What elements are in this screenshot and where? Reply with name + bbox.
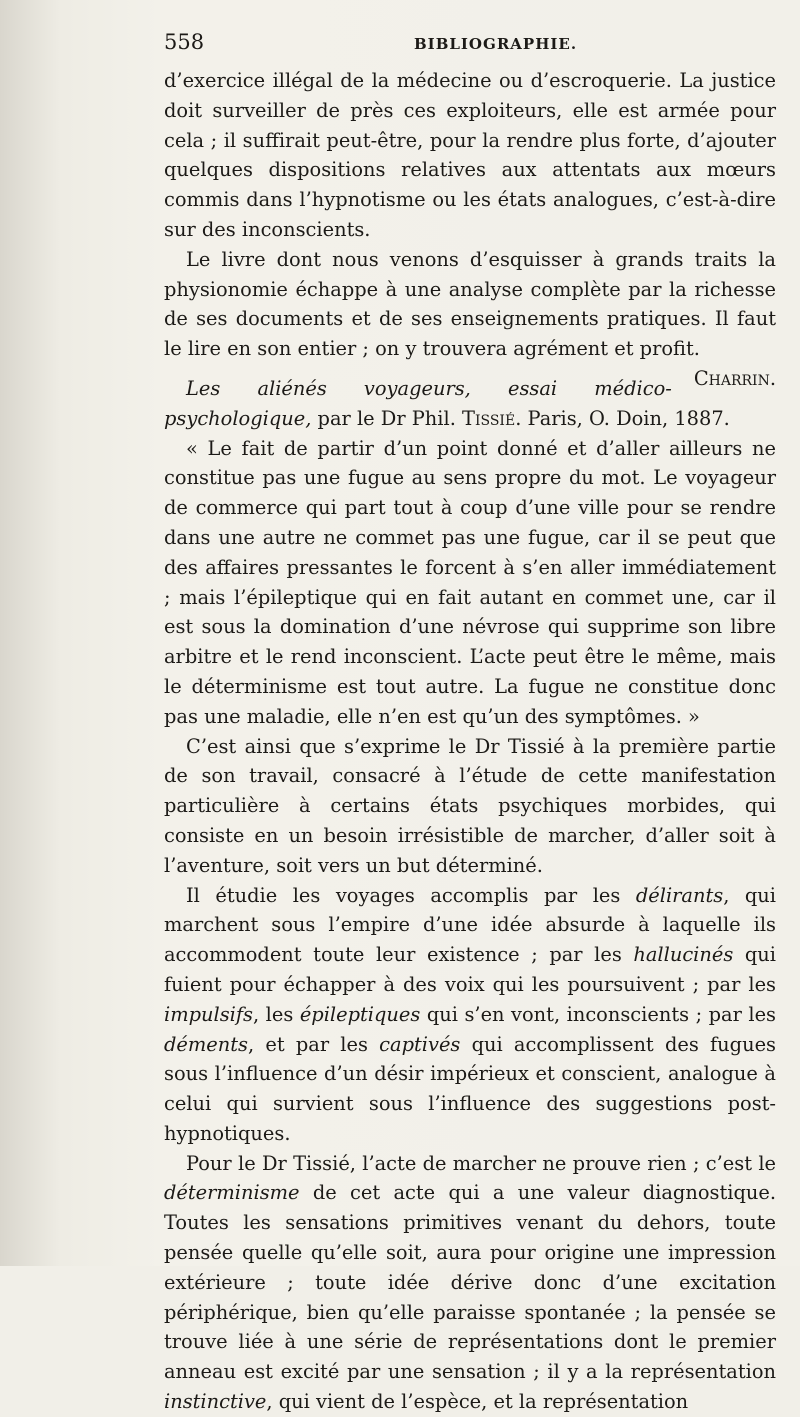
paragraph: [164, 245, 776, 390]
citation-text: par le Dr Phil.: [311, 406, 463, 430]
reviewer-signature: Charrin.: [693, 366, 776, 390]
text-run: de cet acte qui a une valeur diagnostique. Toutes les sensations primitives venant du dehors, toute pensée quelle qu’elle soit, aura pour origine une impression extérieure ; toute idée dérive donc d’une excitation périphérique, bien qu’elle paraisse spontanée ; la pensée se trouve liée à une série de représentations dont le premier anneau est excité par une sensation ; il y a la représentation: [164, 1181, 776, 1384]
italic-term: impulsifs: [164, 1002, 253, 1026]
italic-term: déments: [164, 1032, 248, 1056]
italic-term: délirants: [635, 883, 724, 907]
italic-term: déterminisme: [164, 1181, 300, 1205]
italic-term: épileptiques: [299, 1002, 421, 1026]
page-header: [164, 30, 776, 66]
italic-term: captivés: [379, 1032, 461, 1056]
book-title: Les aliénés voyageurs, essai médico-psychologique,: [164, 376, 672, 430]
text-run: Pour le Dr Tissié, l’acte de marcher ne prouve rien ; c’est le: [186, 1151, 776, 1175]
italic-term: hallucinés: [633, 943, 734, 967]
body-text: [164, 66, 776, 1417]
text-run: qui fuient pour échapper à des voix qui les poursuivent ; par les: [164, 943, 776, 996]
paragraph: d’exercice illégal de la médecine ou d’escroquerie. La justice doit surveiller de près ces exploiteurs, elle est armée pour cela ; il suffirait peut-être, pour la rendre plus forte, d’ajouter quelques dispositions relatives aux attentats aux mœurs commis dans l’hypnotisme ou les états analogues, c’est-à-dire sur des inconscients.: [164, 69, 776, 241]
publisher: . Paris, O. Doin, 1887.: [515, 406, 730, 430]
text-run: , qui vient de l’espèce, et la représentation: [266, 1390, 689, 1414]
paragraph: C’est ainsi que s’exprime le Dr Tissié à la première partie de son travail, consacré à l’étude de cette manifestation particulière à certains états psychiques morbides, qui consiste en un besoin irrésistible de marcher, d’aller soit à l’aventure, soit vers un but déterminé.: [164, 734, 776, 877]
paragraph: [164, 1149, 776, 1417]
text-run: , les: [252, 1002, 300, 1026]
quotation: « Le fait de partir d’un point donné et d’aller ailleurs ne constitue pas une fugue au sens propre du mot. Le voyageur de commerce qui part tout à coup d’une ville pour se rendre dans une autre ne commet pas une fugue, car il se peut que des affaires pressantes le forcent à s’en aller immédiatement ; mais l’épileptique qui en fait autant en commet une, car il est sous la domination d’une névrose qui supprime son libre arbitre et le rend inconscient. L’acte peut être le même, mais le déterminisme est tout autre. La fugue ne constitue donc pas une maladie, elle n’en est qu’un des symptômes. »: [164, 436, 776, 728]
paragraph: [164, 881, 776, 1149]
italic-term: instinctive: [164, 1390, 267, 1414]
text-run: , qui marchent sous l’empire d’une idée absurde à laquelle ils accommodent toute leur existence ; par les: [164, 883, 776, 967]
running-head: BIBLIOGRAPHIE.: [414, 35, 578, 53]
text-run: , et par les: [247, 1032, 380, 1056]
page-number: 558: [164, 30, 205, 54]
book-author: Tissié: [462, 406, 516, 430]
text-run: qui s’en vont, inconscients ; par les: [420, 1002, 776, 1026]
text-run: qui accomplissent des fugues sous l’influence d’un désir impérieux et conscient, analogue à celui qui survient sous l’influence des suggestions post-hypnotiques.: [164, 1032, 776, 1145]
paragraph-text: Le livre dont nous venons d’esquisser à grands traits la physionomie échappe à une analyse complète par la richesse de ses documents et de ses enseignements pratiques. Il faut le lire en son entier ; on y trouvera agrément et profit.: [164, 247, 776, 361]
text-run: Il étudie les voyages accomplis par les: [186, 883, 636, 907]
